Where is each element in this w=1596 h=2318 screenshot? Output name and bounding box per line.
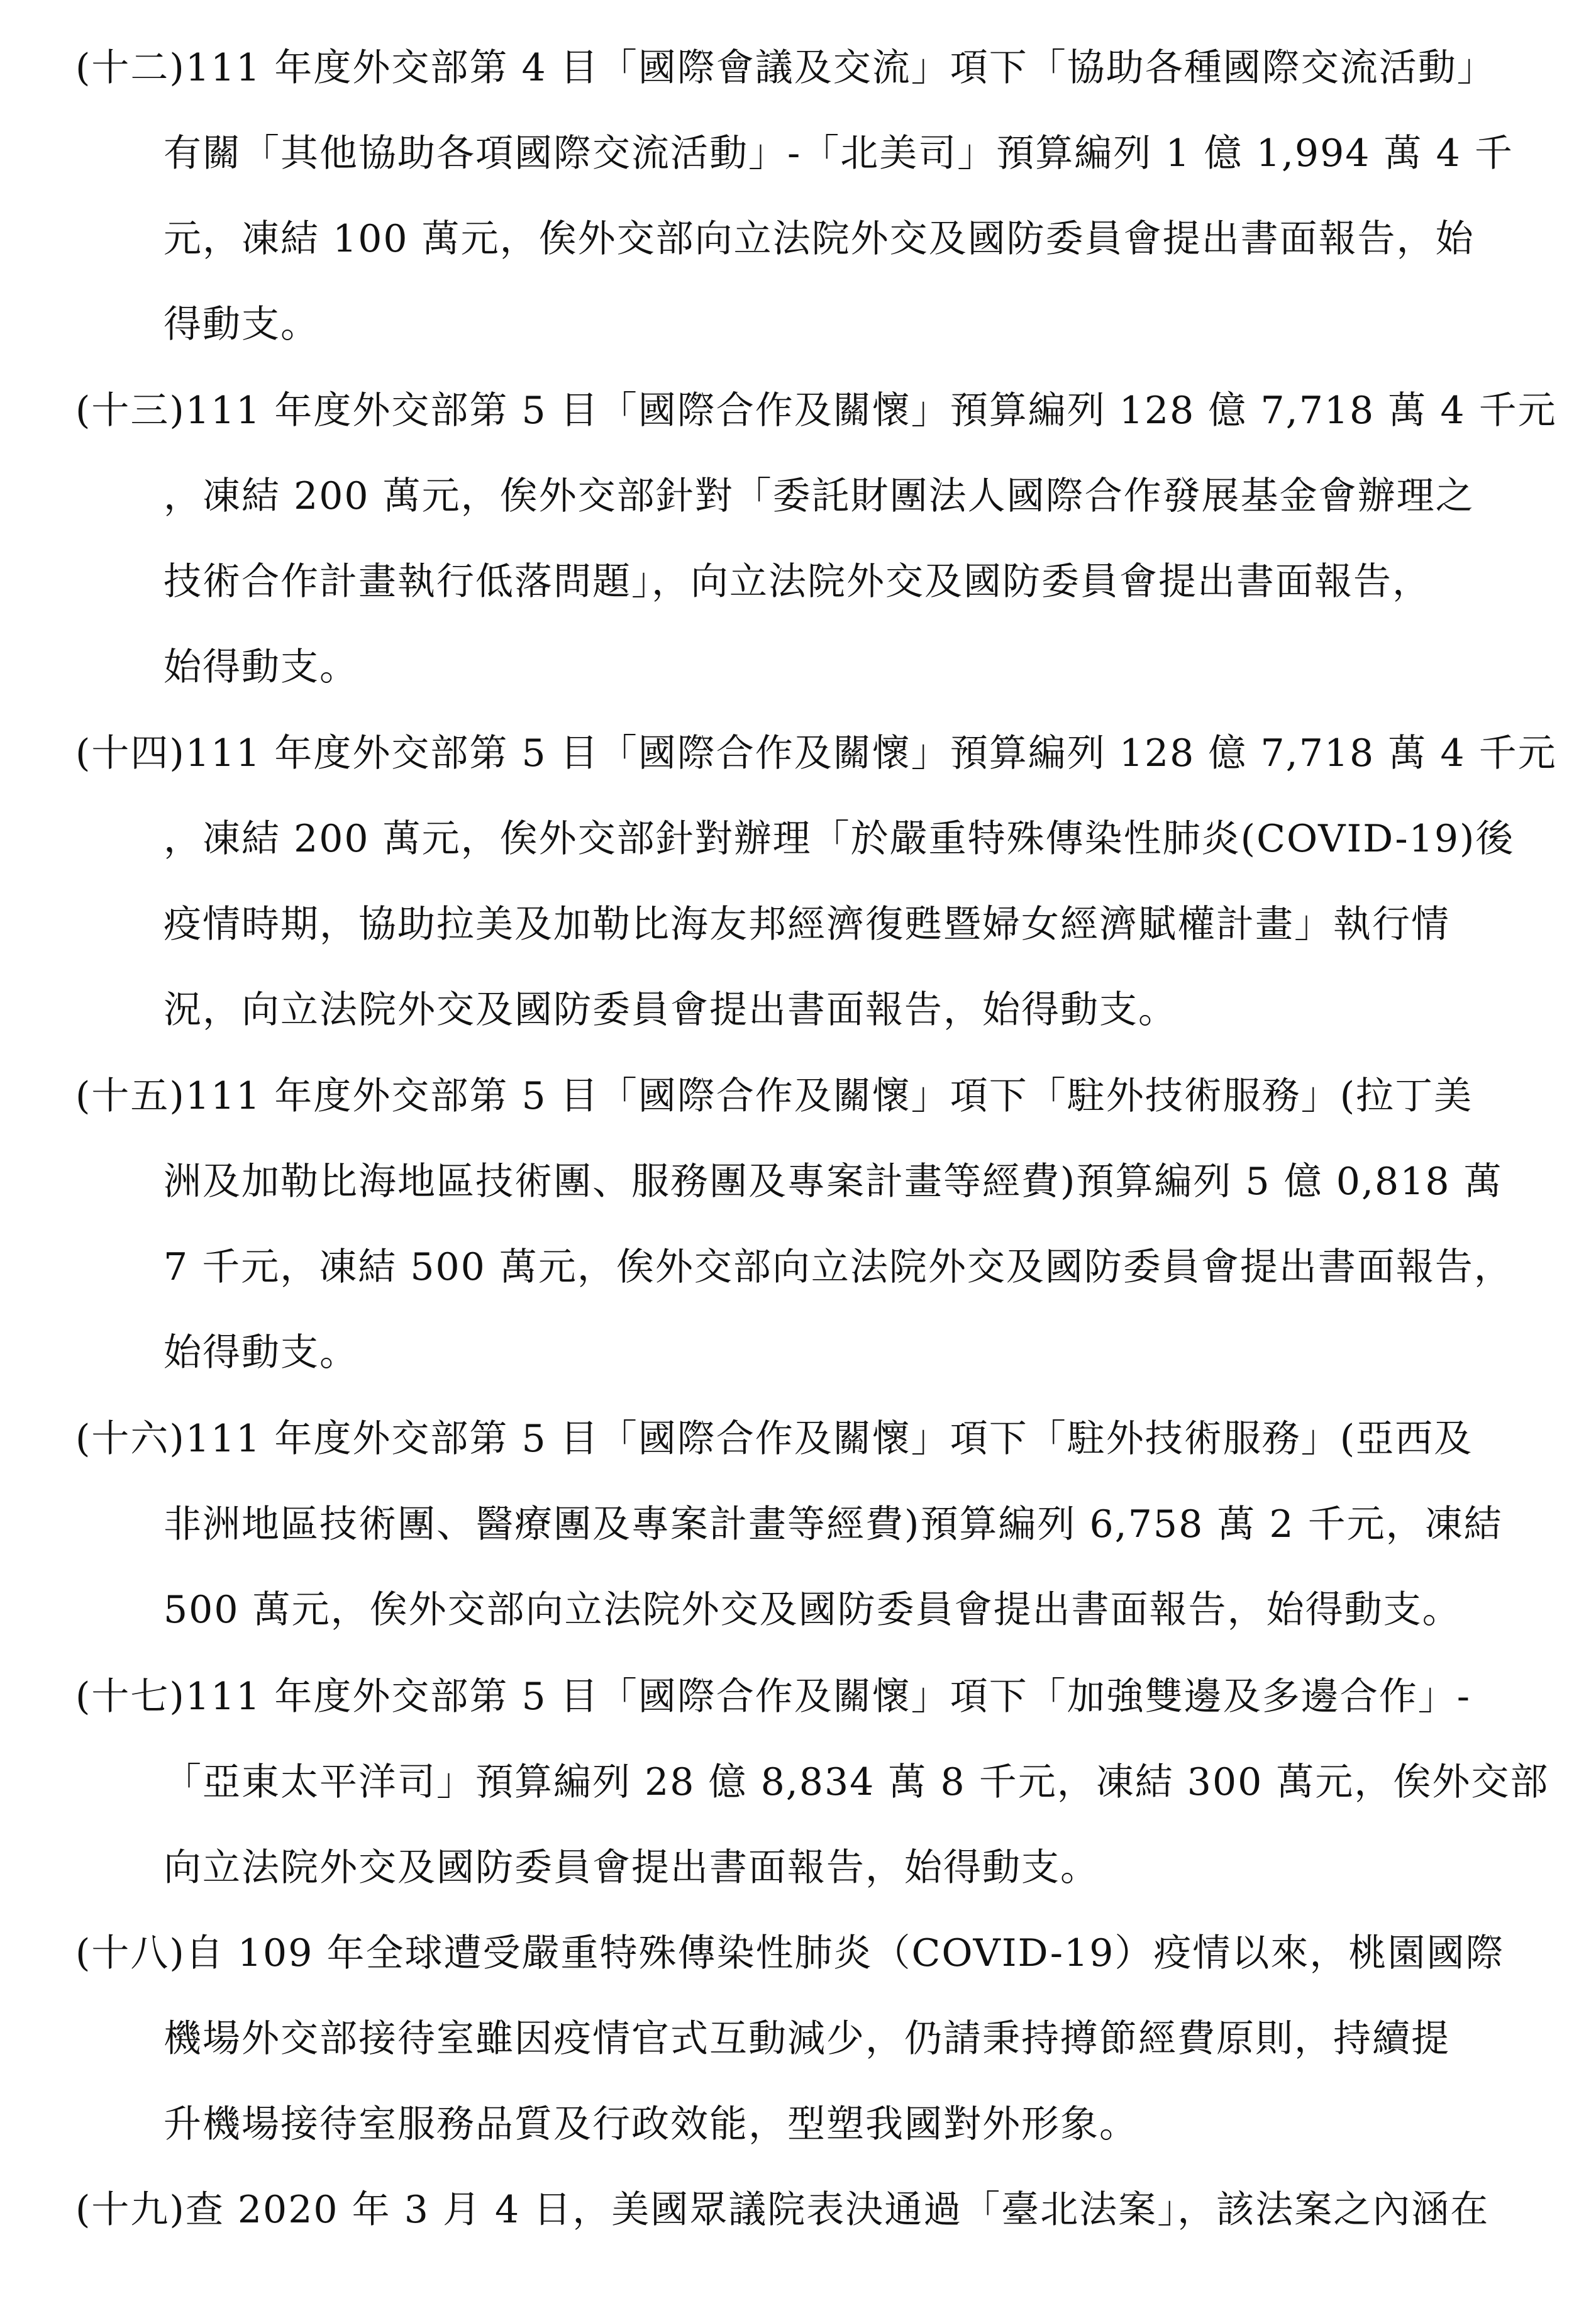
item-text-line: 得動支。: [163, 302, 319, 347]
resolution-item-14: [75, 711, 1578, 1053]
item-text-line: ，凍結 200 萬元，俟外交部針對「委託財團法人國際合作發展基金會辦理之: [163, 474, 1475, 518]
resolution-item-13: [75, 368, 1578, 710]
item-text-line: (十三)111 年度外交部第 5 目「國際合作及關懷」預算編列 128 億 7,718 萬 4 千元: [75, 389, 1557, 433]
resolution-item-19: [75, 2167, 1578, 2253]
resolution-item-17: [75, 1654, 1578, 1910]
item-text-line: 洲及加勒比海地區技術團、服務團及專案計畫等經費)預算編列 5 億 0,818 萬: [163, 1160, 1503, 1204]
item-text-line: 元，凍結 100 萬元，俟外交部向立法院外交及國防委員會提出書面報告，始: [163, 217, 1475, 261]
item-text-line: 疫情時期，協助拉美及加勒比海友邦經濟復甦暨婦女經濟賦權計畫」執行情: [163, 902, 1450, 946]
item-text-line: 始得動支。: [163, 1331, 358, 1375]
item-text-line: 機場外交部接待室雖因疫情官式互動減少，仍請秉持撙節經費原則，持續提: [163, 2017, 1450, 2061]
item-text-line: 始得動支。: [163, 645, 358, 689]
item-text-line: (十五)111 年度外交部第 5 目「國際合作及關懷」項下「駐外技術服務」(拉丁美: [75, 1074, 1473, 1118]
item-text-line: 升機場接待室服務品質及行政效能，型塑我國對外形象。: [163, 2102, 1138, 2146]
item-text-line: 非洲地區技術團、醫療團及專案計畫等經費)預算編列 6,758 萬 2 千元，凍結: [163, 1502, 1503, 1546]
item-text-line: (十二)111 年度外交部第 4 目「國際會議及交流」項下「協助各種國際交流活動」: [75, 46, 1496, 90]
item-text-line: 有關「其他協助各項國際交流活動」-「北美司」預算編列 1 億 1,994 萬 4 千: [163, 131, 1514, 175]
item-text-line: (十九)查 2020 年 3 月 4 日，美國眾議院表決通過「臺北法案」，該法案之內涵在: [75, 2188, 1490, 2232]
item-text-line: 7 千元，凍結 500 萬元，俟外交部向立法院外交及國防委員會提出書面報告，: [163, 1245, 1513, 1289]
item-text-line: (十七)111 年度外交部第 5 目「國際合作及關懷」項下「加強雙邊及多邊合作」-: [75, 1675, 1471, 1719]
item-text-line: ，凍結 200 萬元，俟外交部針對辦理「於嚴重特殊傳染性肺炎(COVID-19)後: [163, 817, 1515, 861]
item-text-line: (十四)111 年度外交部第 5 目「國際合作及關懷」預算編列 128 億 7,718 萬 4 千元: [75, 731, 1557, 775]
item-text-line: (十六)111 年度外交部第 5 目「國際合作及關懷」項下「駐外技術服務」(亞西及: [75, 1417, 1473, 1461]
item-text-line: 向立法院外交及國防委員會提出書面報告，始得動支。: [163, 1846, 1099, 1890]
item-text-line: 況，向立法院外交及國防委員會提出書面報告，始得動支。: [163, 988, 1177, 1032]
resolution-item-12: [75, 25, 1578, 367]
item-text-line: 500 萬元，俟外交部向立法院外交及國防委員會提出書面報告，始得動支。: [163, 1588, 1461, 1632]
resolution-item-18: [75, 1910, 1578, 2167]
resolution-item-15: [75, 1053, 1578, 1395]
item-text-line: 技術合作計畫執行低落問題」，向立法院外交及國防委員會提出書面報告，: [163, 560, 1431, 604]
item-text-line: (十八)自 109 年全球遭受嚴重特殊傳染性肺炎（COVID-19）疫情以來，桃園國際: [75, 1931, 1505, 1975]
resolution-item-16: [75, 1396, 1578, 1653]
item-text-line: 「亞東太平洋司」預算編列 28 億 8,834 萬 8 千元，凍結 300 萬元，俟外交部: [163, 1760, 1549, 1804]
